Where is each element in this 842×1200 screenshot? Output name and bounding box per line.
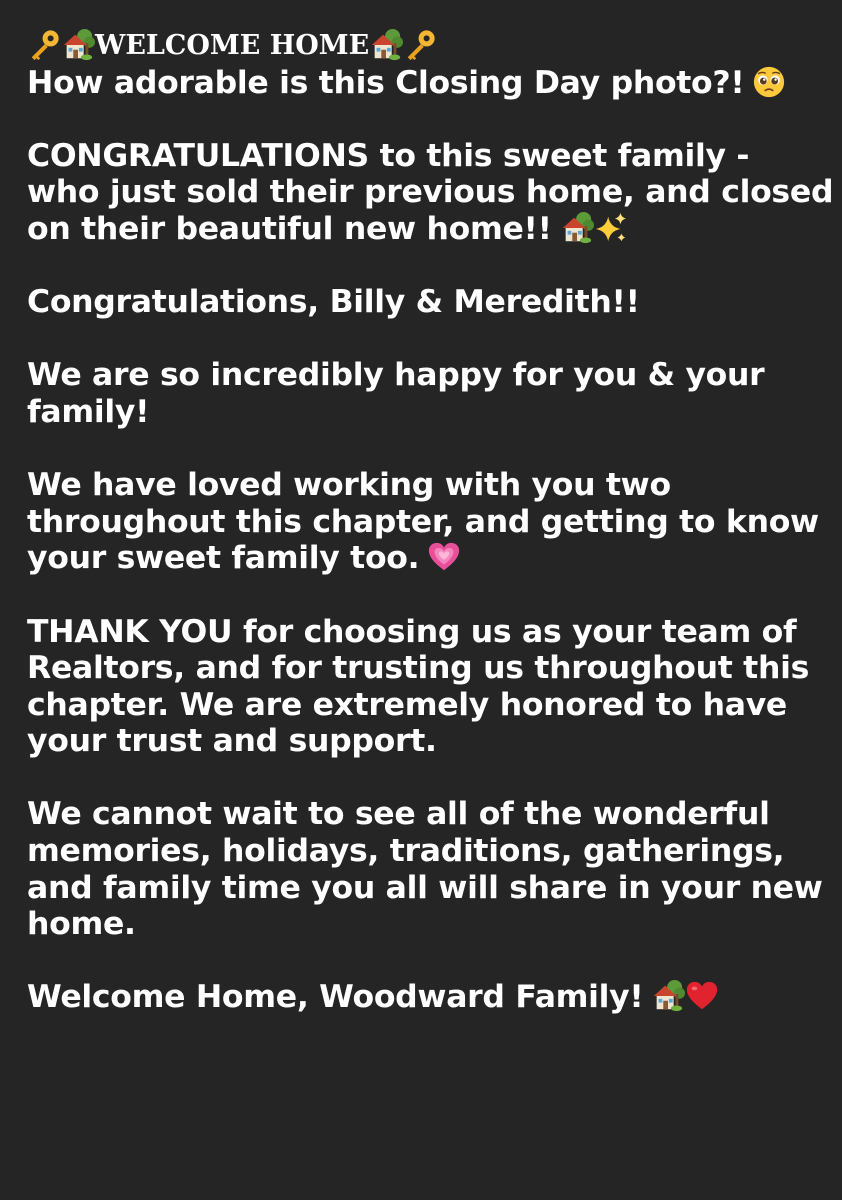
post-text	[27, 28, 834, 1016]
paragraph-thank-you: THANK YOU for choosing us as your team of Realtors, and for trusting us throughout this chapter. We are extremely honored to have your trust and support.	[27, 613, 810, 760]
house-with-garden-icon	[651, 979, 685, 1013]
house-with-garden-icon	[61, 28, 95, 62]
paragraph-memories: We cannot wait to see all of the wonderful memories, holidays, traditions, gatherings, and family time you all will share in your new home.	[27, 796, 823, 943]
growing-heart-icon	[427, 540, 461, 574]
headline-text: WELCOME HOME	[95, 30, 370, 61]
paragraph-happy: We are so incredibly happy for you & your family!	[27, 357, 765, 430]
key-icon	[403, 28, 437, 62]
closing-line: Welcome Home, Woodward Family!	[27, 979, 827, 1016]
post-headline	[27, 28, 827, 65]
paragraph-loved-working: We have loved working with you two throughout this chapter, and getting to know your sweet family too.	[27, 467, 819, 577]
intro-line: How adorable is this Closing Day photo?!	[27, 65, 827, 102]
house-with-garden-icon	[369, 28, 403, 62]
paragraph-congratulations: CONGRATULATIONS to this sweet family - who just sold their previous home, and closed on their beautiful new home!!	[27, 137, 834, 247]
pleading-face-icon	[752, 65, 786, 99]
sparkles-icon	[594, 211, 628, 245]
house-with-garden-icon	[560, 211, 594, 245]
key-icon	[27, 28, 61, 62]
paragraph-names: Congratulations, Billy & Meredith!!	[27, 284, 640, 321]
red-heart-icon	[685, 979, 719, 1013]
